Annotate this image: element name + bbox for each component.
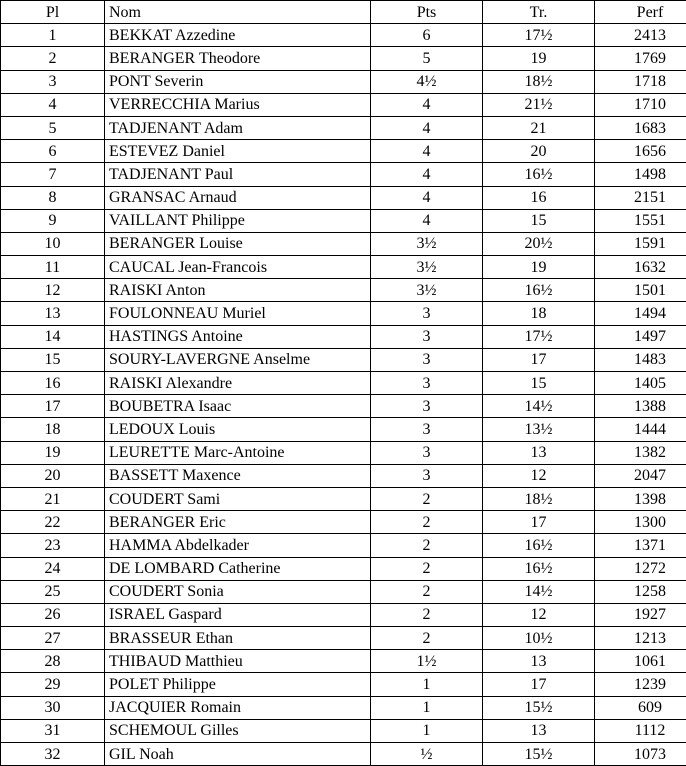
cell-pl: 6 [1, 140, 105, 163]
cell-pl: 19 [1, 441, 105, 464]
table-row [1, 140, 686, 163]
cell-nom: BEKKAT Azzedine [105, 24, 371, 47]
cell-perf: 1498 [595, 163, 686, 186]
cell-tr: 20½ [483, 232, 595, 255]
cell-nom: VAILLANT Philippe [105, 209, 371, 232]
cell-pl: 30 [1, 696, 105, 719]
table-row [1, 673, 686, 696]
cell-pl: 1 [1, 24, 105, 47]
cell-tr: 19 [483, 256, 595, 279]
cell-nom: FOULONNEAU Muriel [105, 302, 371, 325]
cell-nom: SCHEMOUL Gilles [105, 719, 371, 742]
cell-pl: 17 [1, 395, 105, 418]
cell-nom: BERANGER Theodore [105, 47, 371, 70]
cell-tr: 15½ [483, 696, 595, 719]
cell-pts: ½ [371, 743, 483, 766]
cell-tr: 18 [483, 302, 595, 325]
cell-tr: 15 [483, 209, 595, 232]
cell-tr: 17½ [483, 24, 595, 47]
cell-perf: 1061 [595, 650, 686, 673]
table-row [1, 511, 686, 534]
cell-nom: ESTEVEZ Daniel [105, 140, 371, 163]
cell-pts: 3½ [371, 256, 483, 279]
cell-perf: 1483 [595, 348, 686, 371]
cell-pts: 2 [371, 603, 483, 626]
cell-pl: 5 [1, 116, 105, 139]
cell-perf: 1239 [595, 673, 686, 696]
cell-pts: 3½ [371, 232, 483, 255]
cell-nom: BRASSEUR Ethan [105, 627, 371, 650]
cell-pts: 1 [371, 696, 483, 719]
cell-nom: LEURETTE Marc-Antoine [105, 441, 371, 464]
cell-tr: 21½ [483, 93, 595, 116]
table-row [1, 163, 686, 186]
table-row [1, 627, 686, 650]
table-row [1, 70, 686, 93]
cell-tr: 13 [483, 650, 595, 673]
header-row [1, 1, 686, 24]
cell-perf: 1718 [595, 70, 686, 93]
table-row [1, 93, 686, 116]
cell-tr: 16½ [483, 163, 595, 186]
table-row [1, 302, 686, 325]
table-row [1, 395, 686, 418]
cell-perf: 1300 [595, 511, 686, 534]
cell-nom: JACQUIER Romain [105, 696, 371, 719]
table-row [1, 116, 686, 139]
table-row [1, 418, 686, 441]
cell-pts: 3 [371, 302, 483, 325]
cell-pl: 20 [1, 464, 105, 487]
table-row [1, 650, 686, 673]
cell-tr: 13½ [483, 418, 595, 441]
cell-tr: 15½ [483, 743, 595, 766]
cell-pl: 22 [1, 511, 105, 534]
table-row [1, 325, 686, 348]
cell-tr: 14½ [483, 580, 595, 603]
cell-pts: 2 [371, 557, 483, 580]
cell-pts: 3 [371, 441, 483, 464]
cell-pl: 8 [1, 186, 105, 209]
cell-pl: 16 [1, 372, 105, 395]
header-nom: Nom [105, 1, 371, 24]
cell-pts: 4 [371, 116, 483, 139]
table-row [1, 232, 686, 255]
cell-perf: 1112 [595, 719, 686, 742]
cell-perf: 1398 [595, 487, 686, 510]
table-row [1, 47, 686, 70]
cell-pts: 2 [371, 534, 483, 557]
table-row [1, 696, 686, 719]
cell-perf: 1769 [595, 47, 686, 70]
cell-perf: 2151 [595, 186, 686, 209]
cell-perf: 1213 [595, 627, 686, 650]
table-row [1, 557, 686, 580]
cell-nom: TADJENANT Paul [105, 163, 371, 186]
cell-tr: 10½ [483, 627, 595, 650]
cell-pl: 2 [1, 47, 105, 70]
cell-perf: 1494 [595, 302, 686, 325]
cell-pl: 23 [1, 534, 105, 557]
cell-nom: DE LOMBARD Catherine [105, 557, 371, 580]
cell-nom: GIL Noah [105, 743, 371, 766]
cell-nom: BASSETT Maxence [105, 464, 371, 487]
cell-tr: 21 [483, 116, 595, 139]
cell-perf: 609 [595, 696, 686, 719]
cell-nom: PONT Severin [105, 70, 371, 93]
cell-tr: 16½ [483, 534, 595, 557]
cell-perf: 1497 [595, 325, 686, 348]
cell-nom: HAMMA Abdelkader [105, 534, 371, 557]
cell-tr: 16½ [483, 557, 595, 580]
cell-nom: RAISKI Anton [105, 279, 371, 302]
cell-pts: 4 [371, 163, 483, 186]
header-pts: Pts [371, 1, 483, 24]
cell-tr: 19 [483, 47, 595, 70]
cell-perf: 1632 [595, 256, 686, 279]
cell-perf: 1388 [595, 395, 686, 418]
cell-pl: 12 [1, 279, 105, 302]
cell-pl: 4 [1, 93, 105, 116]
cell-pts: 3 [371, 325, 483, 348]
header-perf: Perf [595, 1, 686, 24]
cell-pts: 5 [371, 47, 483, 70]
cell-pl: 32 [1, 743, 105, 766]
cell-tr: 13 [483, 441, 595, 464]
cell-perf: 1371 [595, 534, 686, 557]
table-row [1, 534, 686, 557]
cell-tr: 18½ [483, 487, 595, 510]
table-body [1, 24, 686, 766]
cell-pts: 2 [371, 580, 483, 603]
cell-pl: 7 [1, 163, 105, 186]
cell-pts: 3½ [371, 279, 483, 302]
cell-pl: 24 [1, 557, 105, 580]
cell-pts: 6 [371, 24, 483, 47]
cell-perf: 1501 [595, 279, 686, 302]
table-row [1, 580, 686, 603]
cell-perf: 2047 [595, 464, 686, 487]
cell-nom: GRANSAC Arnaud [105, 186, 371, 209]
cell-pl: 31 [1, 719, 105, 742]
cell-nom: LEDOUX Louis [105, 418, 371, 441]
cell-nom: THIBAUD Matthieu [105, 650, 371, 673]
cell-perf: 1444 [595, 418, 686, 441]
cell-pts: 2 [371, 627, 483, 650]
cell-nom: CAUCAL Jean-Francois [105, 256, 371, 279]
table-row [1, 719, 686, 742]
cell-pts: 1 [371, 673, 483, 696]
cell-nom: BERANGER Louise [105, 232, 371, 255]
cell-pl: 27 [1, 627, 105, 650]
cell-nom: POLET Philippe [105, 673, 371, 696]
cell-nom: BERANGER Eric [105, 511, 371, 534]
cell-perf: 1656 [595, 140, 686, 163]
cell-perf: 1710 [595, 93, 686, 116]
cell-tr: 13 [483, 719, 595, 742]
table-row [1, 372, 686, 395]
cell-perf: 1405 [595, 372, 686, 395]
cell-pl: 21 [1, 487, 105, 510]
table-row [1, 487, 686, 510]
cell-pl: 25 [1, 580, 105, 603]
cell-pl: 28 [1, 650, 105, 673]
cell-pts: 4 [371, 140, 483, 163]
table-row [1, 743, 686, 766]
table-row [1, 348, 686, 371]
cell-nom: TADJENANT Adam [105, 116, 371, 139]
cell-pl: 10 [1, 232, 105, 255]
cell-pts: 3 [371, 464, 483, 487]
cell-pts: 4 [371, 209, 483, 232]
header-pl: Pl [1, 1, 105, 24]
cell-nom: BOUBETRA Isaac [105, 395, 371, 418]
cell-pts: 3 [371, 418, 483, 441]
cell-pl: 11 [1, 256, 105, 279]
table-row [1, 441, 686, 464]
cell-pts: 1½ [371, 650, 483, 673]
cell-perf: 1591 [595, 232, 686, 255]
cell-pl: 13 [1, 302, 105, 325]
cell-pl: 26 [1, 603, 105, 626]
cell-pts: 4 [371, 186, 483, 209]
cell-perf: 1382 [595, 441, 686, 464]
cell-tr: 17 [483, 673, 595, 696]
cell-pts: 3 [371, 348, 483, 371]
table-row [1, 603, 686, 626]
cell-nom: VERRECCHIA Marius [105, 93, 371, 116]
table-row [1, 186, 686, 209]
cell-nom: HASTINGS Antoine [105, 325, 371, 348]
cell-pl: 18 [1, 418, 105, 441]
cell-pl: 14 [1, 325, 105, 348]
cell-perf: 2413 [595, 24, 686, 47]
table-row [1, 464, 686, 487]
cell-tr: 16 [483, 186, 595, 209]
cell-pts: 3 [371, 395, 483, 418]
cell-pl: 9 [1, 209, 105, 232]
table-row [1, 279, 686, 302]
cell-pts: 4 [371, 93, 483, 116]
cell-perf: 1927 [595, 603, 686, 626]
header-tr: Tr. [483, 1, 595, 24]
table-row [1, 24, 686, 47]
cell-tr: 17 [483, 348, 595, 371]
cell-tr: 16½ [483, 279, 595, 302]
cell-perf: 1272 [595, 557, 686, 580]
cell-pl: 29 [1, 673, 105, 696]
table-row [1, 256, 686, 279]
cell-nom: COUDERT Sami [105, 487, 371, 510]
cell-tr: 12 [483, 464, 595, 487]
cell-nom: COUDERT Sonia [105, 580, 371, 603]
cell-pts: 2 [371, 487, 483, 510]
cell-pts: 4½ [371, 70, 483, 93]
cell-nom: SOURY-LAVERGNE Anselme [105, 348, 371, 371]
cell-pts: 2 [371, 511, 483, 534]
cell-pts: 3 [371, 372, 483, 395]
cell-tr: 14½ [483, 395, 595, 418]
cell-tr: 17 [483, 511, 595, 534]
cell-tr: 12 [483, 603, 595, 626]
cell-perf: 1258 [595, 580, 686, 603]
cell-perf: 1073 [595, 743, 686, 766]
cell-tr: 15 [483, 372, 595, 395]
cell-pts: 1 [371, 719, 483, 742]
cell-tr: 20 [483, 140, 595, 163]
cell-pl: 3 [1, 70, 105, 93]
cell-pl: 15 [1, 348, 105, 371]
table-row [1, 209, 686, 232]
cell-tr: 18½ [483, 70, 595, 93]
cell-nom: RAISKI Alexandre [105, 372, 371, 395]
cell-tr: 17½ [483, 325, 595, 348]
cell-nom: ISRAEL Gaspard [105, 603, 371, 626]
cell-perf: 1683 [595, 116, 686, 139]
cell-perf: 1551 [595, 209, 686, 232]
